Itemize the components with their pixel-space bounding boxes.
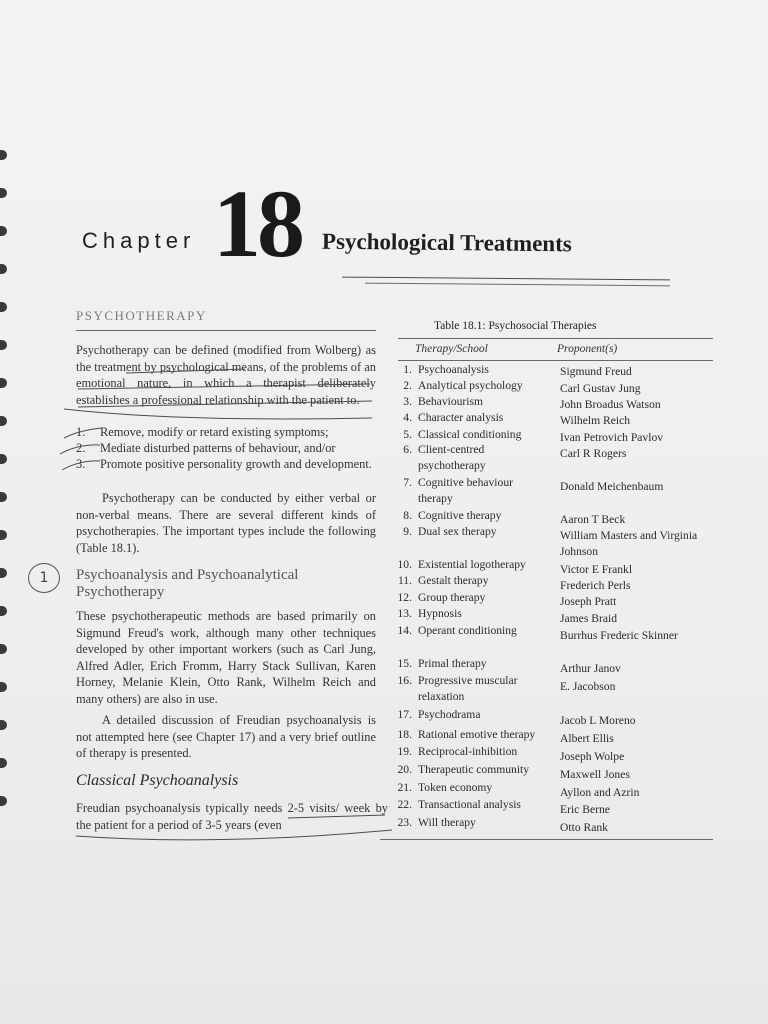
therapy-cell: Primal therapy: [418, 657, 487, 670]
therapy-cell: Psychodrama: [418, 708, 481, 721]
row-number: 6.: [403, 443, 412, 456]
chapter-number: 18: [213, 170, 301, 277]
proponent-cell: Ayllon and Azrin: [560, 786, 640, 799]
paragraph-4: A detailed discussion of Freudian psychoanalysis is not attempted here (see Chapter 17) and a very brief outline of therapy is presented.: [76, 713, 376, 761]
proponent-cell: Frederich Perls: [560, 579, 631, 592]
row-number: 3.: [403, 395, 412, 408]
column-header-proponent: Proponent(s): [557, 343, 618, 355]
proponent-cell: Maxwell Jones: [560, 768, 630, 781]
row-number: 4.: [403, 411, 412, 424]
proponent-cell: Carl Gustav Jung: [560, 382, 641, 395]
proponent-cell: Eric Berne: [560, 803, 610, 816]
therapy-cell: Behaviourism: [418, 395, 484, 408]
row-number: 8.: [403, 509, 412, 522]
proponent-cell: Arthur Janov: [560, 662, 621, 675]
row-number: 5.: [403, 428, 412, 441]
paragraph-3: These psychotherapeutic methods are based primarily on Sigmund Freud's work, although many other techniques developed by other important workers (such as Carl Jung, Alfred Adler, Erich Fromm, Harry Stack Sullivan, Karen Horney, Melanie Klein, Otto Rank, Wilhelm Reich and many others) are also in use.: [76, 609, 376, 706]
row-number: 15.: [397, 657, 412, 670]
therapy-cell: Classical conditioning: [418, 428, 522, 441]
therapy-cell: Analytical psychology: [418, 379, 523, 392]
row-number: 17.: [397, 708, 412, 721]
proponent-cell: Otto Rank: [560, 821, 608, 834]
therapy-cell: Psychoanalysis: [418, 363, 489, 376]
therapy-cell: Token economy: [418, 781, 493, 794]
row-number: 21.: [397, 781, 412, 794]
subheading-classical: Classical Psychoanalysis: [76, 772, 239, 789]
proponent-cell: E. Jacobson: [560, 680, 616, 693]
row-number: 18.: [397, 728, 412, 741]
proponent-cell: Victor E Frankl: [560, 563, 633, 576]
therapy-cell: Transactional analysis: [418, 798, 521, 811]
therapy-cell: Cognitive behaviour therapy: [418, 476, 513, 505]
row-number: 23.: [397, 816, 412, 829]
list-item: 3. Promote positive personality growth and development.: [76, 456, 372, 471]
chapter-title: Psychological Treatments: [321, 228, 572, 257]
proponent-cell: Carl R Rogers: [560, 447, 627, 460]
row-number: 13.: [397, 607, 412, 620]
row-number: 2.: [403, 379, 412, 392]
therapy-cell: Character analysis: [418, 411, 504, 424]
row-number: 7.: [403, 476, 412, 489]
column-header-therapy: Therapy/School: [415, 343, 488, 355]
proponent-cell: Albert Ellis: [560, 732, 614, 745]
therapy-cell: Gestalt therapy: [418, 574, 489, 587]
table-header-rule: [398, 360, 713, 361]
therapy-cell: Rational emotive therapy: [418, 728, 536, 741]
proponent-cell: William Masters and Virginia Johnson: [560, 529, 698, 558]
therapy-cell: Will therapy: [418, 816, 476, 829]
handwritten-circle-mark: 1: [28, 563, 60, 593]
therapy-cell: Existential logotherapy: [418, 558, 526, 571]
therapy-cell: Dual sex therapy: [418, 525, 497, 538]
paragraph-5: Freudian psychoanalysis typically needs 2-5 visits/ week by the patient for a period of 3-5 years (even: [76, 801, 388, 832]
proponent-cell: Aaron T Beck: [560, 513, 626, 526]
proponent-cell: Sigmund Freud: [560, 365, 632, 378]
therapy-cell: Progressive muscular relaxation: [418, 674, 518, 703]
therapy-cell: Cognitive therapy: [418, 509, 502, 522]
row-number: 16.: [397, 674, 412, 687]
table-bottom-rule: [380, 839, 713, 840]
row-number: 14.: [397, 624, 412, 637]
proponent-cell: Ivan Petrovich Pavlov: [560, 431, 664, 444]
proponent-cell: Donald Meichenbaum: [560, 480, 664, 493]
proponent-cell: John Broadus Watson: [560, 398, 661, 411]
row-number: 9.: [403, 525, 412, 538]
row-number: 22.: [397, 798, 412, 811]
row-number: 10.: [397, 558, 412, 571]
row-number: 11.: [397, 574, 412, 587]
therapy-cell: Group therapy: [418, 591, 486, 604]
proponent-cell: Joseph Pratt: [560, 595, 617, 608]
row-number: 1.: [403, 363, 412, 376]
row-number: 19.: [397, 745, 412, 758]
therapy-cell: Therapeutic community: [418, 763, 530, 776]
list-item: 1. Remove, modify or retard existing symptoms;: [76, 425, 329, 439]
chapter-label: Chapter: [82, 228, 196, 253]
therapy-cell: Client-centred psychotherapy: [418, 443, 486, 472]
therapy-cell: Hypnosis: [418, 607, 462, 620]
row-number: 12.: [397, 591, 412, 604]
subheading-psychoanalysis: Psychoanalysis and Psychoanalytical Psychotherapy: [76, 567, 299, 600]
list-item: 2. Mediate disturbed patterns of behaviour, and/or: [76, 440, 336, 455]
proponent-cell: James Braid: [560, 612, 617, 625]
table-caption: Table 18.1: Psychosocial Therapies: [434, 320, 597, 332]
row-number: 20.: [397, 763, 412, 776]
paragraph-2: Psychotherapy can be conducted by either verbal or non-verbal means. There are several different kinds of psychotherapies. The important types include the following (Table 18.1).: [76, 491, 376, 555]
intro-paragraph: Psychotherapy can be defined (modified from Wolberg) as the treatment by psychological means, of the problems of an emotional nature, in which a therapist deliberately establishes a professional relationship with the patient to.: [76, 343, 376, 407]
table-top-rule: [398, 338, 713, 339]
proponent-cell: Joseph Wolpe: [560, 750, 625, 763]
therapy-cell: Reciprocal-inhibition: [418, 745, 518, 758]
proponent-cell: Wilhelm Reich: [560, 414, 631, 427]
proponent-cell: Jacob L Moreno: [560, 714, 636, 727]
therapy-cell: Operant conditioning: [418, 624, 517, 637]
section-heading: PSYCHOTHERAPY: [76, 308, 207, 323]
proponent-cell: Burrhus Frederic Skinner: [560, 629, 678, 642]
